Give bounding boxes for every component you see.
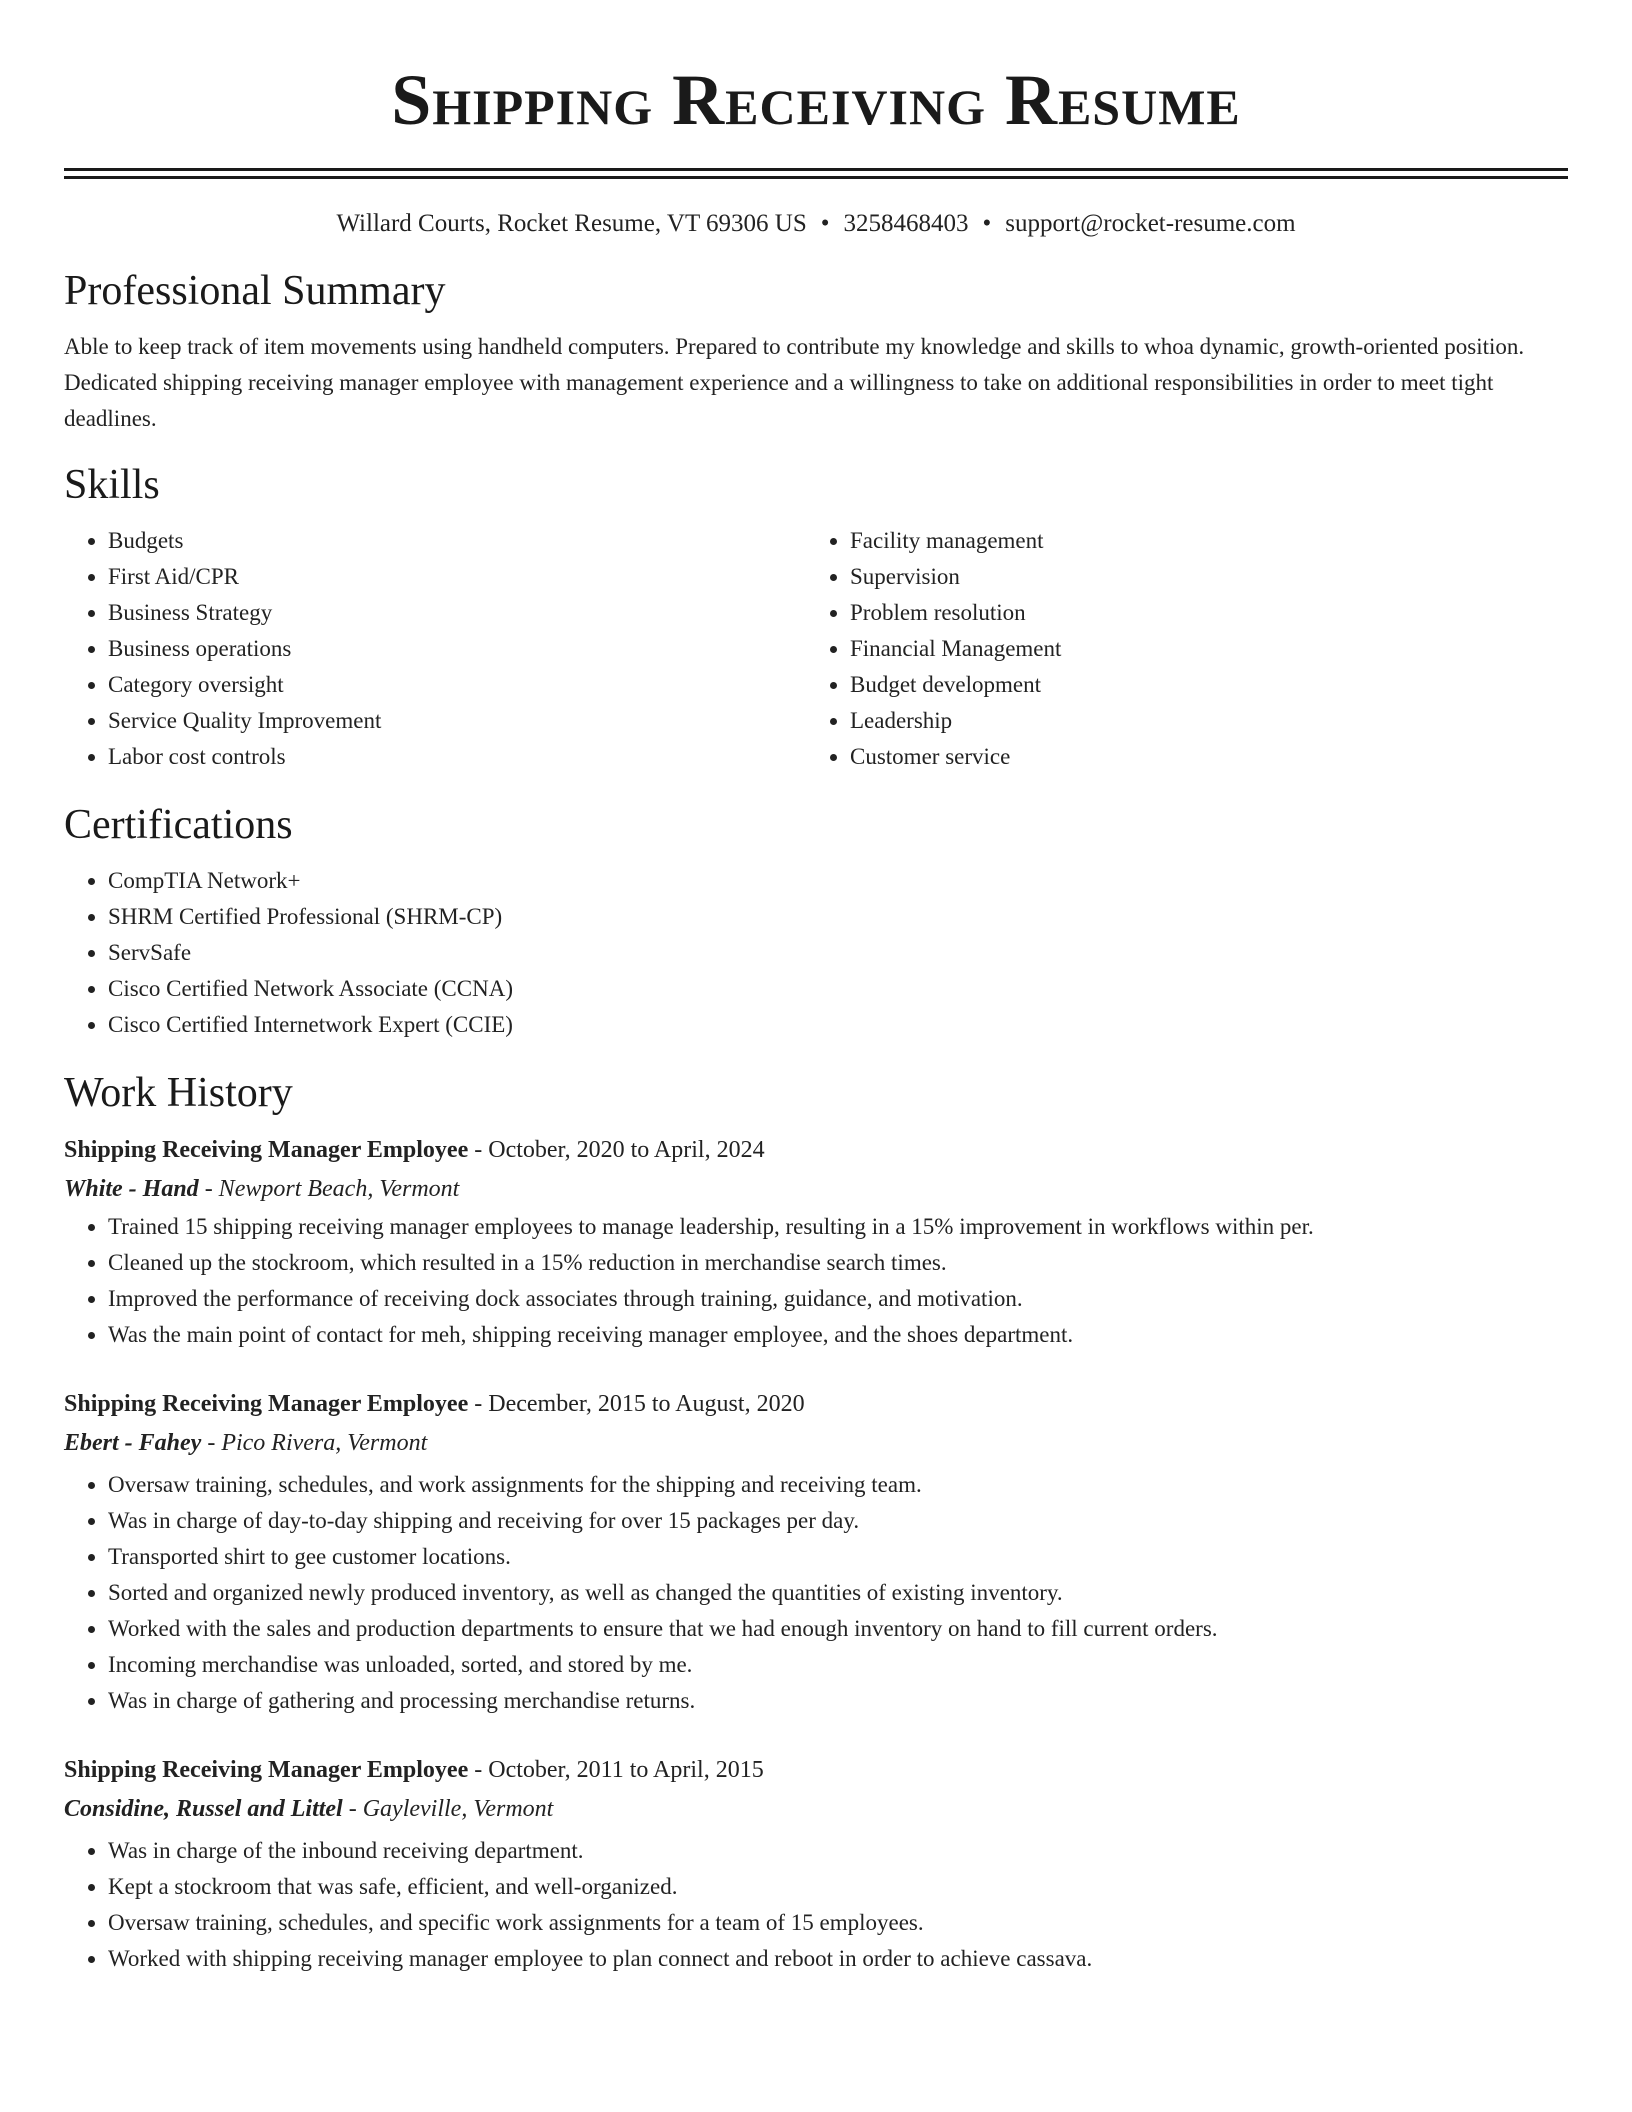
job-duty: • Was in charge of gathering and processing merchandise returns.: [108, 1683, 1568, 1719]
certifications-section: [64, 799, 1568, 1043]
summary-text: Able to keep track of item movements using handheld computers. Prepared to contribute my knowledge and skills to whoa dynamic, growth-oriented position. Dedicated shipping receiving manager employee with management experience and a willingness to take on additional responsibilities in order to meet tight deadlines.: [64, 334, 1525, 431]
title-divider: [64, 168, 1568, 179]
job-duty: • Sorted and organized newly produced inventory, as well as changed the quantities of existing inventory.: [108, 1575, 1568, 1611]
contact-address: Willard Courts, Rocket Resume, VT 69306 US: [336, 210, 807, 237]
job-entry: [64, 1385, 1568, 1719]
skills-section: [64, 459, 1568, 775]
job-title: Shipping Receiving Manager Employee: [64, 1137, 469, 1163]
job-title-line: [64, 1385, 1568, 1423]
skills-column-right: [806, 523, 1548, 775]
skills-list-right: [806, 523, 1548, 775]
skill-item: • Facility management: [850, 523, 1548, 559]
job-duty: • Was in charge of day-to-day shipping and receiving for over 15 packages per day.: [108, 1503, 1568, 1539]
job-title: Shipping Receiving Manager Employee: [64, 1391, 469, 1417]
summary-section: [64, 265, 1568, 437]
skills-grid: [64, 523, 1568, 775]
certification-item: • CompTIA Network+: [108, 863, 1568, 899]
job-duty: • Kept a stockroom that was safe, efficient, and well-organized.: [108, 1869, 1568, 1905]
skill-item: • Problem resolution: [850, 595, 1548, 631]
job-dates: - October, 2020 to April, 2024: [468, 1137, 765, 1163]
work-history-section: [64, 1067, 1568, 1977]
skills-list-left: [64, 523, 806, 775]
skill-item: • Supervision: [850, 559, 1548, 595]
skill-item: • Customer service: [850, 739, 1548, 775]
skill-item: • Business operations: [108, 631, 806, 667]
contact-separator: •: [820, 210, 830, 237]
job-title: Shipping Receiving Manager Employee: [64, 1757, 469, 1783]
skill-item: • Leadership: [850, 703, 1548, 739]
certification-item: • ServSafe: [108, 935, 1568, 971]
job-dates: - October, 2011 to April, 2015: [468, 1757, 764, 1783]
job-duty: • Incoming merchandise was unloaded, sorted, and stored by me.: [108, 1647, 1568, 1683]
skill-item: • Business Strategy: [108, 595, 806, 631]
contact-email: support@rocket-resume.com: [1005, 210, 1296, 237]
skill-item: • Category oversight: [108, 667, 806, 703]
summary-heading: Professional Summary: [64, 268, 446, 314]
skill-item: • Service Quality Improvement: [108, 703, 806, 739]
job-dates: - December, 2015 to August, 2020: [468, 1391, 805, 1417]
company-name: Considine, Russel and Littel: [64, 1796, 343, 1822]
skill-item: • Budgets: [108, 523, 806, 559]
certification-item: • SHRM Certified Professional (SHRM-CP): [108, 899, 1568, 935]
certification-item: • Cisco Certified Internetwork Expert (CCIE): [108, 1007, 1568, 1043]
contact-phone: 3258468403: [843, 210, 969, 237]
job-duty: • Trained 15 shipping receiving manager employees to manage leadership, resulting in a 15% improvement in workflows within per.: [108, 1209, 1568, 1245]
skill-item: • Labor cost controls: [108, 739, 806, 775]
job-duty: • Oversaw training, schedules, and specific work assignments for a team of 15 employees.: [108, 1905, 1568, 1941]
skills-column-left: [64, 523, 806, 775]
skill-item: • Budget development: [850, 667, 1548, 703]
job-duty: • Improved the performance of receiving dock associates through training, guidance, and motivation.: [108, 1281, 1568, 1317]
job-duty: • Worked with shipping receiving manager employee to plan connect and reboot in order to achieve cassava.: [108, 1941, 1568, 1977]
skill-item: • First Aid/CPR: [108, 559, 806, 595]
work-history-heading: Work History: [64, 1070, 293, 1116]
job-title-line: [64, 1131, 1568, 1169]
job-duty: • Transported shirt to gee customer locations.: [108, 1539, 1568, 1575]
job-duties-list: [64, 1833, 1568, 1977]
contact-separator: •: [982, 210, 992, 237]
job-duty: • Worked with the sales and production departments to ensure that we had enough inventory on hand to fill current orders.: [108, 1611, 1568, 1647]
company-location: - Gayleville, Vermont: [342, 1796, 554, 1822]
company-line: [64, 1423, 1568, 1463]
company-name: Ebert - Fahey: [64, 1430, 202, 1456]
company-location: - Pico Rivera, Vermont: [201, 1430, 428, 1456]
certifications-list: [64, 863, 1568, 1043]
job-duty: • Was in charge of the inbound receiving department.: [108, 1833, 1568, 1869]
job-duties-list: [64, 1467, 1568, 1719]
job-entry: [64, 1751, 1568, 1977]
job-entry: [64, 1131, 1568, 1353]
job-duty: • Was the main point of contact for meh, shipping receiving manager employee, and the shoes department.: [108, 1317, 1568, 1353]
job-duty: • Cleaned up the stockroom, which resulted in a 15% reduction in merchandise search times.: [108, 1245, 1568, 1281]
certification-item: • Cisco Certified Network Associate (CCNA): [108, 971, 1568, 1007]
resume-title: Shipping Receiving Resume: [391, 60, 1241, 140]
job-duties-list: [64, 1209, 1568, 1353]
company-line: [64, 1789, 1568, 1829]
job-title-line: [64, 1751, 1568, 1789]
contact-line: [64, 207, 1568, 241]
company-name: White - Hand: [64, 1176, 199, 1202]
job-duty: • Oversaw training, schedules, and work assignments for the shipping and receiving team.: [108, 1467, 1568, 1503]
skills-heading: Skills: [64, 462, 160, 508]
skill-item: • Financial Management: [850, 631, 1548, 667]
company-line: [64, 1169, 1568, 1209]
company-location: - Newport Beach, Vermont: [198, 1176, 460, 1202]
certifications-heading: Certifications: [64, 802, 293, 848]
